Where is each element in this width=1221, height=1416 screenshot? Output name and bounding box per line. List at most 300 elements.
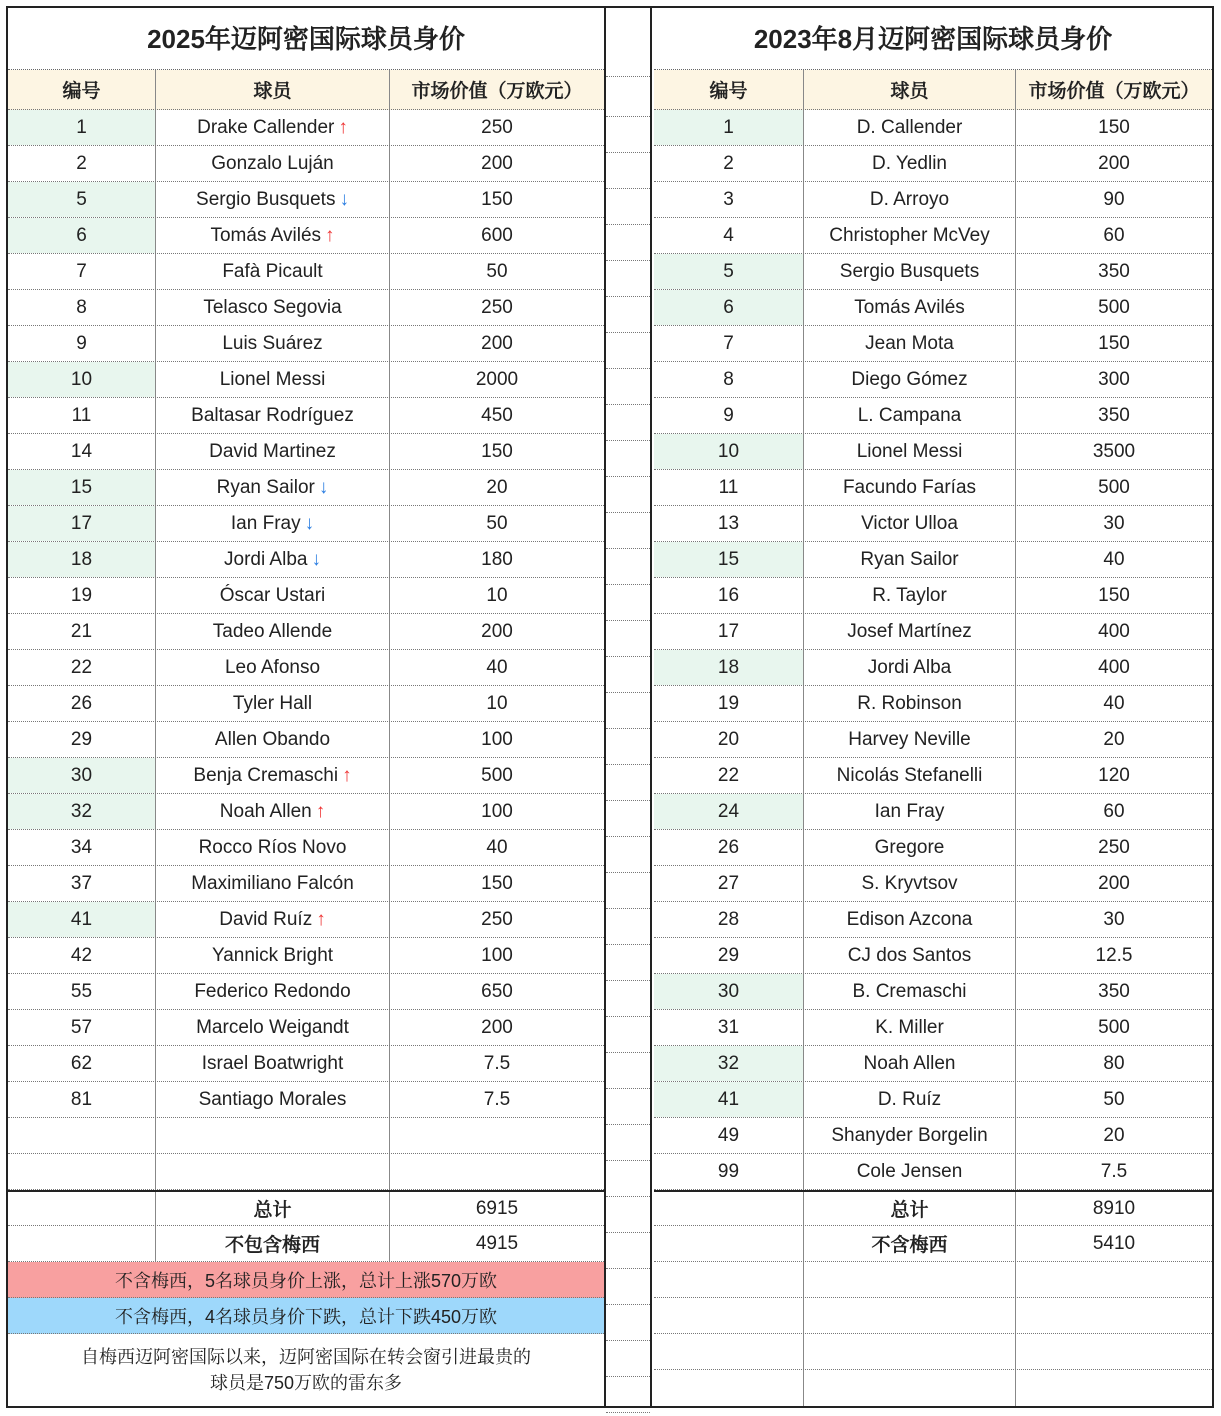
player-name-cell bbox=[156, 506, 390, 541]
table-row bbox=[654, 182, 1212, 218]
player-name-cell bbox=[804, 866, 1016, 901]
table-row bbox=[654, 758, 1212, 794]
separator-gridline bbox=[606, 440, 650, 441]
player-number: 99 bbox=[654, 1154, 804, 1189]
player-name-cell bbox=[804, 614, 1016, 649]
market-value: 40 bbox=[486, 656, 508, 678]
empty-row bbox=[654, 1334, 1212, 1370]
player-number: 15 bbox=[8, 470, 156, 505]
empty-row bbox=[654, 1298, 1212, 1334]
player-number: 8 bbox=[654, 362, 804, 397]
player-name-cell bbox=[804, 794, 1016, 829]
table-row bbox=[8, 866, 604, 902]
player-name: Shanyder Borgelin bbox=[831, 1124, 988, 1146]
player-name-cell bbox=[804, 758, 1016, 793]
player-name: Rocco Ríos Novo bbox=[198, 836, 347, 858]
player-number: 57 bbox=[8, 1010, 156, 1045]
player-number: 11 bbox=[654, 470, 804, 505]
excl-messi-row-2025 bbox=[8, 1226, 604, 1262]
player-name-cell bbox=[804, 542, 1016, 577]
player-number: 15 bbox=[654, 542, 804, 577]
player-number: 32 bbox=[654, 1046, 804, 1081]
market-value: 150 bbox=[481, 872, 513, 894]
table-row bbox=[654, 686, 1212, 722]
player-name-cell bbox=[156, 1046, 390, 1081]
player-number: 1 bbox=[8, 110, 156, 145]
table-row bbox=[8, 290, 604, 326]
separator-gridline bbox=[606, 908, 650, 909]
player-number: 19 bbox=[654, 686, 804, 721]
player-name: Jordi Alba bbox=[867, 656, 952, 678]
player-name-cell bbox=[804, 434, 1016, 469]
market-value: 3500 bbox=[1092, 440, 1136, 462]
separator-gridline bbox=[606, 836, 650, 837]
market-value: 150 bbox=[1098, 116, 1130, 138]
player-name: Jean Mota bbox=[865, 332, 954, 354]
table-row bbox=[654, 254, 1212, 290]
player-number: 29 bbox=[8, 722, 156, 757]
header-number: 编号 bbox=[654, 70, 804, 109]
excl-messi-label: 不包含梅西 bbox=[156, 1226, 390, 1261]
separator-gridline bbox=[606, 296, 650, 297]
player-name-cell bbox=[156, 794, 390, 829]
player-name: D. Ruíz bbox=[877, 1088, 942, 1110]
player-name-cell bbox=[804, 902, 1016, 937]
table-title-2025: 2025年迈阿密国际球员身价 bbox=[8, 6, 604, 70]
excl-messi-label: 不含梅西 bbox=[804, 1226, 1016, 1261]
player-name-cell bbox=[804, 506, 1016, 541]
table-row bbox=[654, 902, 1212, 938]
separator-gridline bbox=[606, 512, 650, 513]
market-value: 350 bbox=[1098, 404, 1130, 426]
player-name-cell bbox=[156, 182, 390, 217]
market-value: 250 bbox=[1098, 836, 1130, 858]
separator-gridline bbox=[606, 1016, 650, 1017]
table-row bbox=[654, 1010, 1212, 1046]
player-name-cell bbox=[156, 722, 390, 757]
market-value: 650 bbox=[481, 980, 513, 1002]
table-row bbox=[654, 794, 1212, 830]
player-name: Diego Gómez bbox=[851, 368, 968, 390]
table-row bbox=[8, 578, 604, 614]
market-value: 80 bbox=[1103, 1052, 1125, 1074]
player-number: 18 bbox=[654, 650, 804, 685]
table-row bbox=[8, 1118, 604, 1154]
rows-2025 bbox=[8, 110, 604, 1190]
rows-2023 bbox=[654, 110, 1212, 1190]
player-name: Lionel Messi bbox=[856, 440, 963, 462]
market-value: 100 bbox=[481, 728, 513, 750]
note-transfer bbox=[8, 1334, 604, 1406]
market-value: 500 bbox=[481, 764, 513, 786]
player-name-cell bbox=[156, 326, 390, 361]
player-number: 10 bbox=[654, 434, 804, 469]
table-row bbox=[8, 1010, 604, 1046]
market-value: 250 bbox=[481, 116, 513, 138]
player-name: Federico Redondo bbox=[194, 980, 351, 1002]
player-number: 37 bbox=[8, 866, 156, 901]
separator-gridline bbox=[606, 152, 650, 153]
player-name-cell bbox=[156, 1010, 390, 1045]
separator-gridline bbox=[606, 656, 650, 657]
market-value: 150 bbox=[1098, 584, 1130, 606]
player-name-cell bbox=[804, 650, 1016, 685]
table-row bbox=[8, 326, 604, 362]
player-name: Cole Jensen bbox=[856, 1160, 963, 1182]
separator-gridline bbox=[606, 764, 650, 765]
player-number: 41 bbox=[654, 1082, 804, 1117]
separator-gridline bbox=[606, 1124, 650, 1125]
market-value: 500 bbox=[1098, 1016, 1130, 1038]
player-name: Ryan Sailor bbox=[216, 476, 315, 498]
table-2023 bbox=[654, 6, 1212, 1406]
market-value: 7.5 bbox=[1100, 1160, 1128, 1182]
market-value: 500 bbox=[1098, 476, 1130, 498]
player-name: CJ dos Santos bbox=[847, 944, 972, 966]
player-name: D. Arroyo bbox=[869, 188, 950, 210]
separator-gridline bbox=[606, 728, 650, 729]
market-value: 150 bbox=[1098, 332, 1130, 354]
player-number: 3 bbox=[654, 182, 804, 217]
player-name-cell bbox=[804, 578, 1016, 613]
player-name: Ian Fray bbox=[874, 800, 945, 822]
player-number: 42 bbox=[8, 938, 156, 973]
player-name-cell bbox=[156, 146, 390, 181]
player-name: D. Yedlin bbox=[871, 152, 947, 174]
separator-gridline bbox=[606, 260, 650, 261]
player-name-cell bbox=[804, 290, 1016, 325]
player-name: Fafà Picault bbox=[222, 260, 323, 282]
separator-gridline bbox=[606, 1088, 650, 1089]
player-name-cell bbox=[156, 866, 390, 901]
player-name: Ian Fray bbox=[230, 512, 301, 534]
player-name: Tomás Avilés bbox=[210, 224, 322, 246]
table-title-2023: 2023年8月迈阿密国际球员身价 bbox=[654, 6, 1212, 70]
market-value: 200 bbox=[481, 332, 513, 354]
market-value: 200 bbox=[481, 620, 513, 642]
player-name-cell bbox=[156, 1082, 390, 1117]
market-value bbox=[390, 1154, 604, 1189]
player-number: 20 bbox=[654, 722, 804, 757]
table-row bbox=[654, 1082, 1212, 1118]
player-name: Leo Afonso bbox=[224, 656, 321, 678]
market-value: 180 bbox=[481, 548, 513, 570]
player-number: 5 bbox=[8, 182, 156, 217]
player-number: 34 bbox=[8, 830, 156, 865]
note-increase: 不含梅西，5名球员身价上涨，总计上涨570万欧 bbox=[8, 1262, 604, 1298]
player-number: 32 bbox=[8, 794, 156, 829]
arrow-up-icon: ↑ bbox=[325, 224, 335, 246]
player-name: Lionel Messi bbox=[219, 368, 326, 390]
total-label: 总计 bbox=[156, 1192, 390, 1225]
market-value: 30 bbox=[1103, 908, 1125, 930]
player-name: K. Miller bbox=[875, 1016, 944, 1038]
market-value: 200 bbox=[1098, 152, 1130, 174]
market-value: 100 bbox=[481, 800, 513, 822]
player-number: 49 bbox=[654, 1118, 804, 1153]
player-name: Noah Allen bbox=[863, 1052, 956, 1074]
table-row bbox=[8, 686, 604, 722]
player-name: Sergio Busquets bbox=[196, 188, 336, 210]
player-number: 30 bbox=[8, 758, 156, 793]
excl-messi-value: 4915 bbox=[475, 1232, 519, 1254]
market-value: 250 bbox=[481, 908, 513, 930]
player-name: Christopher McVey bbox=[829, 224, 990, 246]
table-row bbox=[654, 326, 1212, 362]
market-value: 10 bbox=[486, 584, 508, 606]
player-name-cell bbox=[156, 578, 390, 613]
player-name-cell bbox=[156, 542, 390, 577]
player-name: Telasco Segovia bbox=[203, 296, 342, 318]
player-name-cell bbox=[804, 722, 1016, 757]
player-name: B. Cremaschi bbox=[852, 980, 967, 1002]
player-name-cell bbox=[156, 614, 390, 649]
player-number bbox=[8, 1118, 156, 1153]
table-row bbox=[654, 506, 1212, 542]
player-name-cell bbox=[156, 1154, 390, 1189]
separator-gridline bbox=[606, 76, 650, 77]
market-value: 60 bbox=[1103, 224, 1125, 246]
player-name: Yannick Bright bbox=[211, 944, 334, 966]
table-row bbox=[8, 614, 604, 650]
table-row bbox=[654, 398, 1212, 434]
separator-gridline bbox=[606, 404, 650, 405]
market-value: 20 bbox=[1103, 728, 1125, 750]
player-number: 21 bbox=[8, 614, 156, 649]
player-name-cell bbox=[804, 1010, 1016, 1045]
separator-gridline bbox=[606, 368, 650, 369]
player-number: 28 bbox=[654, 902, 804, 937]
player-name: R. Taylor bbox=[872, 584, 947, 606]
player-name: Josef Martínez bbox=[847, 620, 972, 642]
market-value: 300 bbox=[1098, 368, 1130, 390]
player-name: Benja Cremaschi bbox=[193, 764, 339, 786]
arrow-up-icon: ↑ bbox=[338, 116, 348, 138]
separator-gridline bbox=[606, 548, 650, 549]
market-value: 40 bbox=[1103, 548, 1125, 570]
player-number: 9 bbox=[8, 326, 156, 361]
player-name-cell bbox=[804, 1118, 1016, 1153]
player-number: 9 bbox=[654, 398, 804, 433]
market-value: 250 bbox=[481, 296, 513, 318]
market-value: 400 bbox=[1098, 656, 1130, 678]
player-name: S. Kryvtsov bbox=[861, 872, 958, 894]
player-number: 8 bbox=[8, 290, 156, 325]
player-number: 6 bbox=[8, 218, 156, 253]
player-number: 6 bbox=[654, 290, 804, 325]
player-name-cell bbox=[156, 362, 390, 397]
player-name-cell bbox=[804, 1082, 1016, 1117]
table-row bbox=[8, 794, 604, 830]
table-row bbox=[654, 614, 1212, 650]
separator-gridline bbox=[606, 224, 650, 225]
player-number: 22 bbox=[654, 758, 804, 793]
arrow-down-icon: ↓ bbox=[304, 512, 315, 534]
player-name: Drake Callender bbox=[197, 116, 335, 138]
total-value: 6915 bbox=[475, 1197, 519, 1219]
separator-gridline bbox=[606, 1232, 650, 1233]
player-number: 13 bbox=[654, 506, 804, 541]
player-name-cell bbox=[804, 362, 1016, 397]
table-row bbox=[654, 542, 1212, 578]
player-number: 30 bbox=[654, 974, 804, 1009]
arrow-down-icon: ↓ bbox=[339, 188, 349, 210]
table-row bbox=[654, 722, 1212, 758]
arrow-up-icon: ↑ bbox=[316, 908, 326, 930]
table-row bbox=[8, 830, 604, 866]
market-value: 120 bbox=[1098, 764, 1130, 786]
player-name: Noah Allen bbox=[219, 800, 312, 822]
separator-gridline bbox=[606, 1196, 650, 1197]
separator-gridline bbox=[606, 1160, 650, 1161]
player-number: 81 bbox=[8, 1082, 156, 1117]
table-row bbox=[8, 974, 604, 1010]
market-value: 40 bbox=[1103, 692, 1125, 714]
separator-gridline bbox=[606, 872, 650, 873]
player-number: 62 bbox=[8, 1046, 156, 1081]
player-number: 7 bbox=[654, 326, 804, 361]
separator-gridline bbox=[606, 476, 650, 477]
header-row-2023 bbox=[654, 70, 1212, 110]
player-name: Tadeo Allende bbox=[212, 620, 333, 642]
header-row-2025 bbox=[8, 70, 604, 110]
market-value: 7.5 bbox=[483, 1088, 511, 1110]
market-value: 2000 bbox=[475, 368, 519, 390]
player-name: Israel Boatwright bbox=[201, 1052, 344, 1074]
player-name: Edison Azcona bbox=[846, 908, 973, 930]
player-name: Óscar Ustari bbox=[219, 584, 326, 606]
arrow-up-icon: ↑ bbox=[315, 800, 326, 822]
market-value bbox=[390, 1118, 604, 1153]
player-name-cell bbox=[804, 254, 1016, 289]
market-value: 20 bbox=[1103, 1124, 1125, 1146]
note-transfer-line1: 自梅西迈阿密国际以来，迈阿密国际在转会窗引进最贵的 bbox=[81, 1347, 531, 1367]
player-name-cell bbox=[804, 218, 1016, 253]
header-market-value: 市场价值（万欧元） bbox=[411, 81, 583, 102]
player-name-cell bbox=[156, 254, 390, 289]
table-row bbox=[654, 290, 1212, 326]
market-value: 7.5 bbox=[483, 1052, 511, 1074]
player-name-cell bbox=[804, 830, 1016, 865]
player-name: Baltasar Rodríguez bbox=[191, 404, 354, 426]
market-value: 40 bbox=[486, 836, 508, 858]
player-number: 14 bbox=[8, 434, 156, 469]
total-value: 8910 bbox=[1092, 1197, 1136, 1219]
player-number: 7 bbox=[8, 254, 156, 289]
player-number: 24 bbox=[654, 794, 804, 829]
table-row bbox=[654, 470, 1212, 506]
table-row bbox=[654, 866, 1212, 902]
player-number: 11 bbox=[8, 398, 156, 433]
player-name-cell bbox=[156, 974, 390, 1009]
player-name: David Martinez bbox=[209, 440, 336, 462]
player-number: 16 bbox=[654, 578, 804, 613]
market-value: 350 bbox=[1098, 980, 1130, 1002]
player-name: Santiago Morales bbox=[198, 1088, 347, 1110]
player-number: 1 bbox=[654, 110, 804, 145]
player-name: Facundo Farías bbox=[842, 476, 977, 498]
market-value: 60 bbox=[1103, 800, 1125, 822]
player-name-cell bbox=[804, 326, 1016, 361]
player-number: 2 bbox=[654, 146, 804, 181]
player-name-cell bbox=[804, 182, 1016, 217]
table-row bbox=[654, 110, 1212, 146]
separator-gridline bbox=[606, 1340, 650, 1341]
player-name-cell bbox=[156, 650, 390, 685]
column-separator bbox=[604, 6, 652, 1408]
table-2025 bbox=[8, 6, 604, 1406]
table-row bbox=[8, 1154, 604, 1190]
player-name: Allen Obando bbox=[214, 728, 331, 750]
separator-gridline bbox=[606, 584, 650, 585]
table-row bbox=[654, 1046, 1212, 1082]
player-number bbox=[8, 1154, 156, 1189]
table-row bbox=[8, 254, 604, 290]
table-row bbox=[8, 1082, 604, 1118]
total-row-2023 bbox=[654, 1190, 1212, 1226]
player-name: Maximiliano Falcón bbox=[191, 872, 354, 894]
table-row bbox=[8, 434, 604, 470]
player-name: Tyler Hall bbox=[232, 692, 313, 714]
player-name: Marcelo Weigandt bbox=[196, 1016, 349, 1038]
table-row bbox=[8, 542, 604, 578]
player-name: D. Callender bbox=[856, 116, 963, 138]
market-value: 12.5 bbox=[1095, 944, 1133, 966]
player-name-cell bbox=[156, 938, 390, 973]
player-name: Nicolás Stefanelli bbox=[836, 764, 983, 786]
table-row bbox=[8, 182, 604, 218]
separator-gridline bbox=[606, 188, 650, 189]
player-name-cell bbox=[156, 110, 390, 145]
total-label: 总计 bbox=[804, 1192, 1016, 1225]
table-row bbox=[8, 146, 604, 182]
player-name-cell bbox=[156, 830, 390, 865]
total-row-2025 bbox=[8, 1190, 604, 1226]
player-number: 22 bbox=[8, 650, 156, 685]
market-value: 450 bbox=[481, 404, 513, 426]
separator-gridline bbox=[606, 944, 650, 945]
note-decrease: 不含梅西，4名球员身价下跌，总计下跌450万欧 bbox=[8, 1298, 604, 1334]
market-value: 600 bbox=[481, 224, 513, 246]
separator-gridline bbox=[606, 116, 650, 117]
market-value: 90 bbox=[1103, 188, 1125, 210]
table-row bbox=[654, 1118, 1212, 1154]
player-number: 41 bbox=[8, 902, 156, 937]
player-name: Luis Suárez bbox=[222, 332, 323, 354]
table-row bbox=[654, 830, 1212, 866]
table-row bbox=[8, 938, 604, 974]
player-name-cell bbox=[156, 1118, 390, 1153]
player-number: 2 bbox=[8, 146, 156, 181]
table-row bbox=[654, 434, 1212, 470]
market-value: 10 bbox=[486, 692, 508, 714]
header-player: 球员 bbox=[804, 70, 1016, 109]
separator-gridline bbox=[606, 1304, 650, 1305]
table-row bbox=[8, 722, 604, 758]
table-row bbox=[654, 650, 1212, 686]
market-value: 500 bbox=[1098, 296, 1130, 318]
header-player: 球员 bbox=[156, 70, 390, 109]
player-name-cell bbox=[156, 902, 390, 937]
note-transfer-line2: 球员是750万欧的雷东多 bbox=[209, 1373, 403, 1393]
player-number: 55 bbox=[8, 974, 156, 1009]
separator-gridline bbox=[606, 620, 650, 621]
player-name: David Ruíz bbox=[219, 908, 313, 930]
player-number: 17 bbox=[8, 506, 156, 541]
player-number: 26 bbox=[8, 686, 156, 721]
market-value: 200 bbox=[481, 152, 513, 174]
table-row bbox=[8, 506, 604, 542]
